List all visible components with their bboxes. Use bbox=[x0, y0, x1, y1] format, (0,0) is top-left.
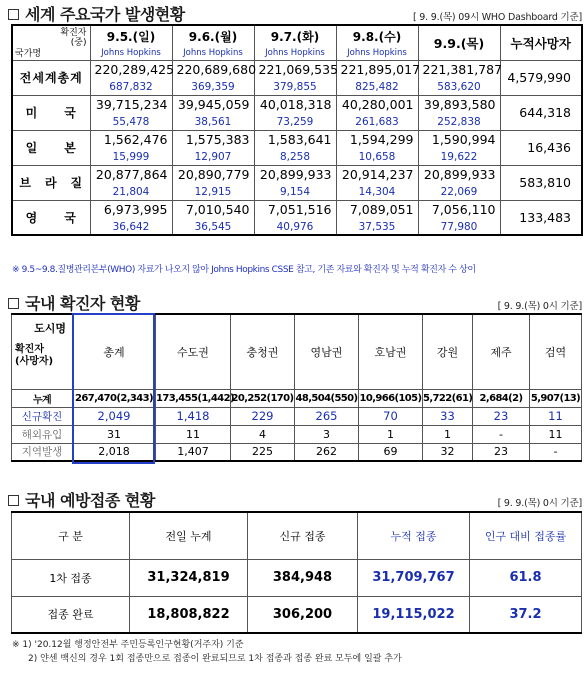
region-value-cell: 1 bbox=[359, 425, 423, 443]
corner-header-domestic bbox=[12, 314, 73, 389]
region-value-cell: 33 bbox=[423, 407, 473, 425]
region-value-cell: 11 bbox=[530, 425, 582, 443]
cumulative-deaths-cell: 133,483 bbox=[500, 200, 582, 235]
row-label: 접종 완료 bbox=[12, 596, 130, 633]
row-label: 해외유입 bbox=[12, 425, 73, 443]
section-domestic-title-text: 국내 확진자 현황 bbox=[25, 294, 140, 313]
new-cases-cell: 12,907 bbox=[172, 149, 254, 165]
corner-header bbox=[12, 25, 90, 60]
cumulative-cases-cell: 1,575,383 bbox=[172, 130, 254, 149]
date-header: 9.6.(월) bbox=[172, 25, 254, 47]
date-header: 9.5.(일) bbox=[90, 25, 172, 47]
cumulative-deaths-cell: 583,810 bbox=[500, 165, 582, 200]
cumulative-cases-cell: 40,018,318 bbox=[254, 95, 336, 114]
new-cases-cell: 9,154 bbox=[254, 184, 336, 200]
region-value-cell: 225 bbox=[231, 443, 295, 461]
corner-label-confirmed-unit: (중) bbox=[70, 38, 87, 48]
domestic-cases-table bbox=[11, 313, 582, 462]
region-header: 충청권 bbox=[231, 314, 295, 389]
country-name: 영 국 bbox=[12, 200, 90, 235]
region-header: 검역 bbox=[530, 314, 582, 389]
cumulative-cases-cell: 20,890,779 bbox=[172, 165, 254, 184]
region-value-cell: 69 bbox=[359, 443, 423, 461]
new-cases-cell: 8,258 bbox=[254, 149, 336, 165]
new-cases-cell: 369,359 bbox=[172, 79, 254, 95]
section-vaccine-note: [ 9. 9.(목) 0시 기준] bbox=[497, 498, 582, 509]
vaccine-value-cell: 19,115,022 bbox=[358, 596, 470, 633]
cumulative-cases-cell: 1,590,994 bbox=[418, 130, 500, 149]
new-cases-cell: 73,259 bbox=[254, 114, 336, 130]
vaccination-table bbox=[11, 511, 582, 634]
region-value-cell: 23 bbox=[473, 407, 530, 425]
cumulative-cases-cell: 7,089,051 bbox=[336, 200, 418, 219]
vaccine-value-cell: 31,709,767 bbox=[358, 559, 470, 596]
new-cases-cell: 21,804 bbox=[90, 184, 172, 200]
region-value-cell: 4 bbox=[231, 425, 295, 443]
table-row bbox=[12, 559, 582, 596]
cumulative-cases-cell: 39,715,234 bbox=[90, 95, 172, 114]
new-cases-cell: 22,069 bbox=[418, 184, 500, 200]
country-name: 전세계총계 bbox=[12, 60, 90, 95]
corner-label-confirmed-deaths: 확진자 (사망자) bbox=[15, 344, 54, 367]
new-cases-cell: 379,855 bbox=[254, 79, 336, 95]
region-value-cell: 1 bbox=[423, 425, 473, 443]
region-value-cell: 20,252(170) bbox=[231, 389, 295, 407]
vaccine-value-cell: 384,948 bbox=[248, 559, 358, 596]
checkbox-square-icon bbox=[8, 9, 19, 20]
cumulative-cases-cell: 221,381,787 bbox=[418, 60, 500, 79]
cumulative-cases-cell: 39,945,059 bbox=[172, 95, 254, 114]
region-value-cell: 1,407 bbox=[156, 443, 231, 461]
region-value-cell: - bbox=[473, 425, 530, 443]
region-value-cell: 31 bbox=[73, 425, 156, 443]
corner-label-confirmed-text: 확진자 bbox=[60, 28, 87, 38]
source-label: Johns Hopkins bbox=[254, 47, 336, 60]
section-world-title-text: 세계 주요국가 발생현황 bbox=[25, 5, 185, 24]
region-value-cell: 262 bbox=[295, 443, 359, 461]
vaccine-footnote-1: ※ 1) '20.12월 행정안전부 주민등록인구현황(거주자) 기준 bbox=[12, 640, 244, 650]
row-label: 1차 접종 bbox=[12, 559, 130, 596]
new-cases-cell: 55,478 bbox=[90, 114, 172, 130]
source-label: Johns Hopkins bbox=[336, 47, 418, 60]
region-value-cell: 10,966(105) bbox=[359, 389, 423, 407]
new-cases-cell: 37,535 bbox=[336, 219, 418, 235]
cumulative-cases-cell: 20,877,864 bbox=[90, 165, 172, 184]
region-header: 제주 bbox=[473, 314, 530, 389]
table-row bbox=[12, 596, 582, 633]
cumulative-cases-cell: 20,914,237 bbox=[336, 165, 418, 184]
region-header: 호남권 bbox=[359, 314, 423, 389]
date-header: 9.7.(화) bbox=[254, 25, 336, 47]
cumulative-cases-cell: 7,056,110 bbox=[418, 200, 500, 219]
cumulative-cases-cell: 40,280,001 bbox=[336, 95, 418, 114]
country-name: 미 국 bbox=[12, 95, 90, 130]
cumulative-cases-cell: 39,893,580 bbox=[418, 95, 500, 114]
region-header: 총계 bbox=[73, 314, 156, 389]
region-header: 강원 bbox=[423, 314, 473, 389]
region-value-cell: 1,418 bbox=[156, 407, 231, 425]
cumulative-cases-cell: 6,973,995 bbox=[90, 200, 172, 219]
vaccine-value-cell: 306,200 bbox=[248, 596, 358, 633]
cumulative-cases-cell: 1,594,299 bbox=[336, 130, 418, 149]
cumulative-cases-cell: 221,895,017 bbox=[336, 60, 418, 79]
table-row bbox=[12, 407, 582, 425]
region-value-cell: 48,504(550) bbox=[295, 389, 359, 407]
region-value-cell: 3 bbox=[295, 425, 359, 443]
cumulative-cases-cell: 20,899,933 bbox=[418, 165, 500, 184]
region-header: 수도권 bbox=[156, 314, 231, 389]
checkbox-square-icon bbox=[8, 495, 19, 506]
source-label: Johns Hopkins bbox=[90, 47, 172, 60]
region-value-cell: 265 bbox=[295, 407, 359, 425]
country-name: 일 본 bbox=[12, 130, 90, 165]
section-world-note: [ 9. 9.(목) 09시 WHO Dashboard 기준] bbox=[412, 12, 582, 23]
region-value-cell: 70 bbox=[359, 407, 423, 425]
deaths-header: 누적사망자 bbox=[500, 25, 582, 60]
checkbox-square-icon bbox=[8, 298, 19, 309]
vaccine-header: 구 분 bbox=[12, 512, 130, 559]
section-domestic-header bbox=[8, 291, 582, 314]
vaccine-header: 신규 접종 bbox=[248, 512, 358, 559]
region-value-cell: 229 bbox=[231, 407, 295, 425]
new-cases-cell: 12,915 bbox=[172, 184, 254, 200]
new-cases-cell: 252,838 bbox=[418, 114, 500, 130]
vaccine-value-cell: 37.2 bbox=[470, 596, 582, 633]
cumulative-deaths-cell: 4,579,990 bbox=[500, 60, 582, 95]
country-name: 브 라 질 bbox=[12, 165, 90, 200]
section-vaccine-title-text: 국내 예방접종 현황 bbox=[25, 491, 155, 510]
world-cases-table bbox=[11, 24, 583, 236]
cumulative-cases-cell: 1,562,476 bbox=[90, 130, 172, 149]
region-value-cell: 2,684(2) bbox=[473, 389, 530, 407]
section-domestic-title bbox=[8, 291, 140, 314]
new-cases-cell: 77,980 bbox=[418, 219, 500, 235]
region-value-cell: 173,455(1,442) bbox=[156, 389, 231, 407]
new-cases-cell: 19,622 bbox=[418, 149, 500, 165]
cumulative-cases-cell: 221,069,535 bbox=[254, 60, 336, 79]
row-label: 지역발생 bbox=[12, 443, 73, 461]
region-value-cell: 23 bbox=[473, 443, 530, 461]
table-row bbox=[12, 425, 582, 443]
date-header: 9.9.(목) bbox=[418, 25, 500, 60]
vaccine-header: 인구 대비 접종률 bbox=[470, 512, 582, 559]
new-cases-cell: 36,642 bbox=[90, 219, 172, 235]
cumulative-cases-cell: 7,010,540 bbox=[172, 200, 254, 219]
region-value-cell: 11 bbox=[156, 425, 231, 443]
region-value-cell: - bbox=[530, 443, 582, 461]
cumulative-deaths-cell: 16,436 bbox=[500, 130, 582, 165]
section-vaccine-title bbox=[8, 488, 155, 511]
region-value-cell: 11 bbox=[530, 407, 582, 425]
section-domestic-note: [ 9. 9.(목) 0시 기준] bbox=[497, 301, 582, 312]
region-header: 영남권 bbox=[295, 314, 359, 389]
vaccine-header: 누적 접종 bbox=[358, 512, 470, 559]
section-world-title bbox=[8, 2, 185, 25]
source-label: Johns Hopkins bbox=[172, 47, 254, 60]
vaccine-value-cell: 31,324,819 bbox=[130, 559, 248, 596]
row-label: 누계 bbox=[12, 389, 73, 407]
cumulative-cases-cell: 7,051,516 bbox=[254, 200, 336, 219]
cumulative-cases-cell: 220,289,425 bbox=[90, 60, 172, 79]
region-value-cell: 5,907(13) bbox=[530, 389, 582, 407]
vaccine-value-cell: 18,808,822 bbox=[130, 596, 248, 633]
region-value-cell: 32 bbox=[423, 443, 473, 461]
region-value-cell: 2,049 bbox=[73, 407, 156, 425]
vaccine-footnote-2: 2) 얀센 백신의 경우 1회 접종만으로 접종이 완료되므로 1차 접종과 접종 완료 모두에 일괄 추가 bbox=[28, 654, 402, 664]
vaccine-header: 전일 누계 bbox=[130, 512, 248, 559]
date-header: 9.8.(수) bbox=[336, 25, 418, 47]
table-row bbox=[12, 389, 582, 407]
region-value-cell: 5,722(61) bbox=[423, 389, 473, 407]
section-vaccine-header bbox=[8, 488, 582, 511]
cumulative-cases-cell: 1,583,641 bbox=[254, 130, 336, 149]
new-cases-cell: 825,482 bbox=[336, 79, 418, 95]
new-cases-cell: 687,832 bbox=[90, 79, 172, 95]
cumulative-cases-cell: 220,689,680 bbox=[172, 60, 254, 79]
world-footnote: ※ 9.5~9.8.질병관리본부(WHO) 자료가 나오지 않아 Johns Hopkins CSSE 참고, 기존 자료와 확진자 및 누적 확진자 수 상이 bbox=[12, 265, 476, 275]
new-cases-cell: 14,304 bbox=[336, 184, 418, 200]
corner-label-confirmed bbox=[60, 28, 86, 48]
new-cases-cell: 261,683 bbox=[336, 114, 418, 130]
new-cases-cell: 36,545 bbox=[172, 219, 254, 235]
table-row bbox=[12, 443, 582, 461]
new-cases-cell: 583,620 bbox=[418, 79, 500, 95]
new-cases-cell: 15,999 bbox=[90, 149, 172, 165]
corner-label-region: 도시명 bbox=[34, 322, 66, 335]
region-value-cell: 2,018 bbox=[73, 443, 156, 461]
section-world-header bbox=[8, 2, 582, 25]
vaccine-value-cell: 61.8 bbox=[470, 559, 582, 596]
new-cases-cell: 40,976 bbox=[254, 219, 336, 235]
corner-label-country: 국가명 bbox=[15, 48, 42, 59]
region-value-cell: 267,470(2,343) bbox=[73, 389, 156, 407]
new-cases-cell: 38,561 bbox=[172, 114, 254, 130]
row-label: 신규확진 bbox=[12, 407, 73, 425]
new-cases-cell: 10,658 bbox=[336, 149, 418, 165]
cumulative-cases-cell: 20,899,933 bbox=[254, 165, 336, 184]
cumulative-deaths-cell: 644,318 bbox=[500, 95, 582, 130]
